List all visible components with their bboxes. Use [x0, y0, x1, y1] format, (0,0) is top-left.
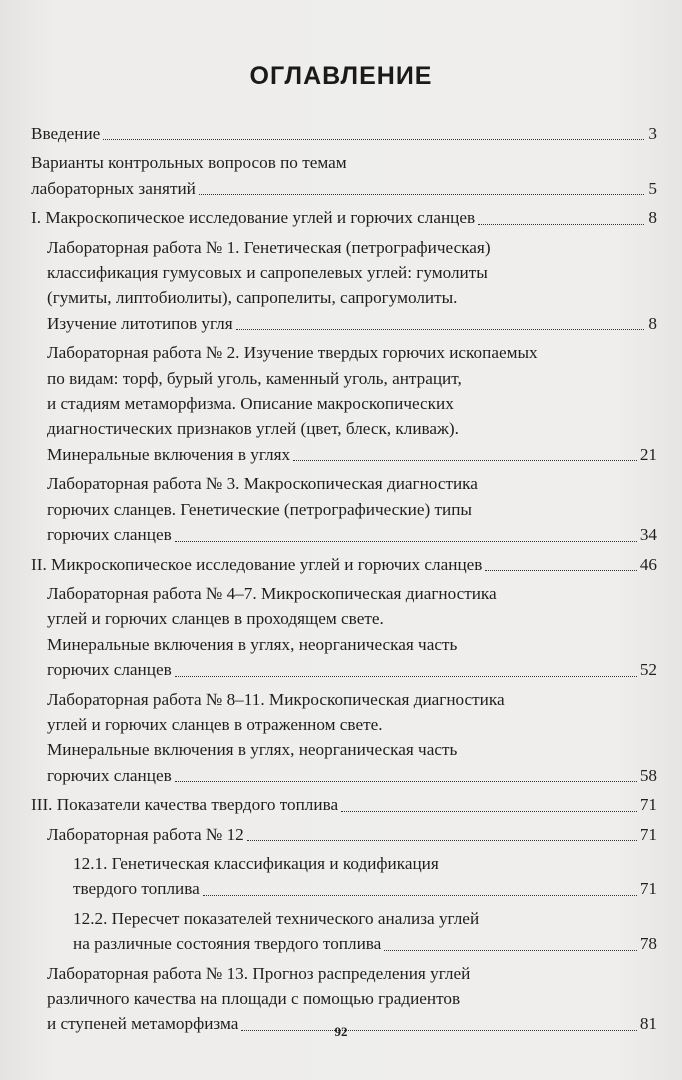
toc-entry-line: [47, 687, 657, 712]
toc-entry-line: [47, 471, 657, 496]
toc-entry-text: горючих сланцев: [47, 525, 172, 545]
dot-leader: [175, 657, 637, 676]
toc-entry[interactable]: [31, 792, 657, 817]
toc-page-number: 46: [639, 554, 657, 574]
toc-entry-line: [47, 961, 657, 986]
toc-page-number: 8: [648, 208, 657, 228]
toc-entry[interactable]: [31, 235, 657, 337]
toc-entry-line: [31, 150, 657, 175]
toc-entry-line: [47, 522, 657, 547]
toc-entry-line: [47, 235, 657, 260]
toc-entry-line: [31, 121, 657, 146]
toc-entry-text: на различные состояния твердого топлива: [73, 934, 382, 954]
toc-page-number: 58: [639, 765, 657, 785]
dot-leader: [175, 522, 637, 541]
toc-page-number: 78: [639, 934, 657, 954]
toc-page-number: 52: [639, 660, 657, 680]
toc-entry-line: [47, 442, 657, 467]
toc-entry-text: III. Показатели качества твердого топлива: [31, 795, 339, 815]
toc-entry-line: [47, 366, 657, 391]
toc-entry-line: [31, 792, 657, 817]
toc-entry-text: Введение: [31, 124, 101, 143]
dot-leader: [478, 205, 644, 224]
toc-entry-text: Лабораторная работа № 4–7. Микроскопическая диагностика: [47, 583, 497, 603]
toc-entry-line: [47, 581, 657, 606]
toc-entry-text: по видам: торф, бурый уголь, каменный уголь, антрацит,: [47, 368, 462, 388]
toc-entry-line: [47, 632, 657, 657]
toc-entry-line: [47, 712, 657, 737]
toc-page-number: 3: [648, 124, 657, 143]
dot-leader: [247, 822, 637, 841]
toc-entry-line: [47, 391, 657, 416]
toc-entry-text: углей и горючих сланцев в проходящем свете.: [47, 609, 384, 629]
toc-entry-line: [47, 737, 657, 762]
toc-entry[interactable]: [31, 687, 657, 789]
toc-entry-line: [47, 657, 657, 682]
toc-entry-text: Минеральные включения в углях: [47, 444, 291, 464]
toc-entry-text: Лабораторная работа № 8–11. Микроскопическая диагностика: [47, 689, 505, 709]
toc-entry-text: 12.1. Генетическая классификация и кодификация: [73, 853, 439, 873]
toc-entry-text: твердого топлива: [73, 879, 200, 899]
toc-entry-text: горючих сланцев: [47, 765, 172, 785]
toc-entry-text: классификация гумусовых и сапропелевых углей: гумолиты: [47, 263, 488, 283]
toc-entry[interactable]: [31, 150, 657, 201]
toc-entry-line: [47, 311, 657, 336]
toc-entry-line: [73, 876, 657, 901]
toc-entry-text: лабораторных занятий: [31, 178, 196, 198]
toc-page-number: 34: [639, 525, 657, 545]
toc-entry[interactable]: [31, 471, 657, 547]
dot-leader: [103, 121, 644, 140]
toc-entry-text: 12.2. Пересчет показателей технического анализа углей: [73, 908, 480, 928]
dot-leader: [203, 876, 637, 895]
toc-entry-line: [31, 552, 657, 577]
dot-leader: [384, 931, 637, 950]
toc-entry[interactable]: [31, 581, 657, 683]
page-title: ОГЛАВЛЕНИЕ: [249, 62, 433, 90]
toc-entry[interactable]: [31, 822, 657, 847]
toc-entry[interactable]: [31, 851, 657, 902]
toc-entry-text: Лабораторная работа № 13. Прогноз распределения углей: [47, 963, 471, 983]
toc-entry-text: Минеральные включения в углях, неорганическая часть: [47, 634, 458, 654]
toc-entry-line: [31, 205, 657, 230]
toc-entry-line: [73, 851, 657, 876]
toc-entry-text: и стадиям метаморфизма. Описание макроскопических: [47, 394, 454, 414]
toc-entry-text: Лабораторная работа № 2. Изучение твердых горючих ископаемых: [47, 343, 538, 363]
toc-entry-text: диагностических признаков углей (цвет, блеск, кливаж).: [47, 419, 459, 439]
table-of-contents: [31, 121, 657, 1041]
toc-entry-line: [47, 606, 657, 631]
toc-entry-text: горючих сланцев: [47, 660, 172, 680]
dot-leader: [199, 176, 644, 195]
dot-leader: [485, 552, 636, 571]
toc-entry-text: Лабораторная работа № 1. Генетическая (петрографическая): [47, 237, 491, 257]
toc-entry-text: Минеральные включения в углях, неорганическая часть: [47, 740, 458, 760]
toc-entry-line: [47, 340, 657, 365]
dot-leader: [236, 311, 644, 330]
toc-entry-text: горючих сланцев. Генетические (петрографические) типы: [47, 499, 472, 519]
toc-entry-text: Варианты контрольных вопросов по темам: [31, 153, 347, 173]
toc-entry[interactable]: [31, 121, 657, 146]
toc-entry-text: Лабораторная работа № 3. Макроскопическая диагностика: [47, 474, 478, 494]
dot-leader: [293, 442, 637, 461]
toc-entry-line: [31, 176, 657, 201]
toc-entry-line: [47, 416, 657, 441]
toc-entry[interactable]: [31, 906, 657, 957]
toc-entry-text: углей и горючих сланцев в отраженном свете.: [47, 714, 383, 734]
toc-entry-text: (гумиты, липтобиолиты), сапропелиты, сапрогумолиты.: [47, 288, 458, 308]
toc-entry-text: Изучение литотипов угля: [47, 313, 233, 333]
toc-page-number: 81: [639, 1014, 657, 1034]
toc-entry-text: I. Макроскопическое исследование углей и горючих сланцев: [31, 208, 476, 228]
toc-entry-text: различного качества на площади с помощью градиентов: [47, 989, 461, 1008]
toc-page-number: 5: [648, 178, 657, 198]
page-number: 92: [334, 1024, 348, 1039]
toc-entry[interactable]: [31, 340, 657, 467]
toc-entry-line: [47, 260, 657, 285]
toc-page-number: 71: [639, 879, 657, 899]
dot-leader: [175, 763, 637, 782]
toc-page-number: 71: [639, 824, 657, 844]
toc-entry[interactable]: [31, 552, 657, 577]
toc-entry-line: [47, 763, 657, 788]
toc-entry-line: [47, 285, 657, 310]
toc-page-number: 21: [639, 444, 657, 464]
toc-entry-line: [47, 497, 657, 522]
toc-entry-text: Лабораторная работа № 12: [47, 824, 244, 844]
toc-entry-line: [73, 906, 657, 931]
toc-entry-text: и ступеней метаморфизма: [47, 1014, 239, 1034]
dot-leader: [341, 792, 637, 811]
toc-page-number: 8: [648, 313, 657, 333]
toc-entry-line: [73, 931, 657, 956]
toc-entry-line: [47, 986, 657, 1011]
toc-entry-text: II. Микроскопическое исследование углей и горючих сланцев: [31, 554, 483, 574]
toc-entry-line: [47, 822, 657, 847]
toc-page-number: 71: [639, 795, 657, 815]
toc-entry[interactable]: [31, 205, 657, 230]
